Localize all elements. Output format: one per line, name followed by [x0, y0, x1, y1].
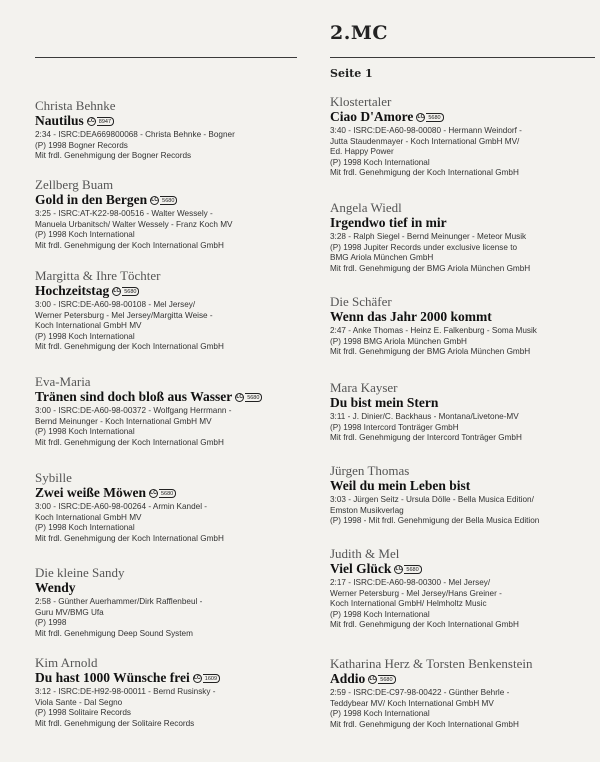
track-title-row: [330, 215, 595, 231]
credit-line: (P) 1998 Koch International: [35, 230, 135, 239]
label-code-number: 5680: [160, 196, 177, 205]
credit-line: 3:00 - ISRC:DE-A60-98-00264 - Armin Kandel -: [35, 502, 208, 511]
credit-line: Mit frdl. Genehmigung der Koch International GmbH: [35, 240, 224, 250]
credit-line: (P) 1998 Koch International: [330, 157, 430, 167]
credit-line: Mit frdl. Genehmigung der BMG Ariola München GmbH: [330, 263, 531, 273]
credit-line: Mit frdl. Genehmigung der Bogner Records: [35, 151, 192, 160]
credit-line: Mit frdl. Genehmigung der Intercord Tonträger GmbH: [330, 433, 522, 442]
track-title: Nautilus: [35, 113, 84, 128]
credit-line: Mit frdl. Genehmigung der BMG Ariola München GmbH: [330, 347, 531, 356]
track-title-row: [330, 478, 595, 494]
label-code-badge: [149, 489, 176, 498]
credit-line: 2:17 - ISRC:DE-A60-98-00300 - Mel Jersey/: [330, 578, 491, 587]
credit-line: (P) 1998 BMG Ariola München GmbH: [330, 336, 467, 346]
track-title-row: [35, 670, 297, 686]
credit-line: 3:25 - ISRC:AT-K22-98-00516 - Walter Wessely -: [35, 209, 213, 218]
track-title-row: [35, 113, 297, 129]
track-title-row: [35, 485, 297, 501]
track-credits: [35, 130, 297, 162]
label-code-number: 5680: [122, 287, 139, 296]
track-credits: [330, 412, 595, 444]
credit-line: 3:00 - ISRC:DE-A60-98-00108 - Mel Jersey/: [35, 300, 196, 309]
credit-line: 2:59 - ISRC:DE-C97-98-00422 - Günther Behrle -: [330, 688, 510, 697]
credit-line: 2:47 - Anke Thomas - Heinz E. Falkenburg - Soma Musik: [330, 326, 537, 335]
label-code-badge: [150, 196, 177, 205]
label-code-icon: LC: [113, 288, 121, 294]
credit-line: Mit frdl. Genehmigung der Koch International GmbH: [330, 719, 519, 729]
track-title: Zwei weiße Möwen: [35, 485, 146, 500]
track-artist: Zellberg Buam: [35, 177, 114, 192]
credit-line: (P) 1998 Bogner Records: [35, 140, 128, 150]
track-artist: Die Schäfer: [330, 294, 392, 309]
credit-line: Mit frdl. Genehmigung der Koch International GmbH: [330, 168, 519, 177]
credit-line: (P) 1998 Koch International: [35, 331, 135, 341]
track-title: Gold in den Bergen: [35, 192, 148, 207]
label-code-badge: [235, 393, 262, 402]
track-title: Weil du mein Leben bist: [330, 478, 471, 493]
track-title: Hochzeitstag: [35, 283, 110, 298]
track-artist: Christa Behnke: [35, 98, 116, 113]
cassette-heading: 2.MC: [330, 22, 388, 44]
track-credits: [330, 232, 595, 274]
credit-line: 3:12 - ISRC:DE-H92-98-00011 - Bernd Rusinsky -: [35, 687, 216, 696]
track-artist: Die kleine Sandy: [35, 565, 125, 580]
track-credits: [35, 502, 297, 544]
label-code-icon: LC: [236, 394, 244, 400]
credit-line: 3:28 - Ralph Siegel - Bernd Meinunger - Meteor Musik: [330, 232, 527, 241]
credit-line: Mit frdl. Genehmigung Deep Sound System: [35, 628, 193, 638]
track-artist: Margitta & Ihre Töchter: [35, 268, 161, 283]
track-title-row: [35, 389, 297, 405]
track-entry: [35, 177, 297, 251]
track-entry: [330, 294, 595, 358]
credit-line: 3:03 - Jürgen Seitz - Ursula Dölle - Bella Musica Edition/: [330, 495, 534, 504]
credit-line: Koch International GmbH/ Helmholtz Music: [330, 599, 487, 608]
track-title: Wendy: [35, 580, 76, 595]
track-artist: Judith & Mel: [330, 546, 400, 561]
credit-line: (P) 1998 - Mit frdl. Genehmigung der Bella Musica Edition: [330, 516, 540, 525]
track-artist: Eva-Maria: [35, 374, 91, 389]
track-title-row: [35, 283, 297, 299]
credit-line: Emston Musikverlag: [330, 505, 404, 515]
credit-line: 2:58 - Günther Auerhammer/Dirk Rafflenbeul -: [35, 597, 203, 606]
track-artist: Katharina Herz & Torsten Benkenstein: [330, 656, 533, 671]
track-entry: [35, 98, 297, 162]
track-title-row: [35, 192, 297, 208]
credit-line: Koch International GmbH MV: [35, 512, 142, 522]
label-code-badge: [87, 117, 114, 126]
side-label: Seite 1: [330, 67, 373, 80]
label-code-number: 5680: [378, 675, 395, 684]
credit-line: (P) 1998 Koch International: [35, 427, 135, 436]
label-code-number: 1609: [203, 674, 220, 683]
label-code-icon: LC: [193, 675, 201, 681]
label-code-number: 5680: [426, 113, 443, 122]
track-entry: [35, 268, 297, 353]
track-title: Addio: [330, 671, 366, 686]
label-code-icon: LC: [150, 490, 157, 496]
credit-line: Mit frdl. Genehmigung der Koch International GmbH: [35, 533, 224, 543]
label-code-number: 8947: [97, 117, 114, 126]
credit-line: Jutta Staudenmayer - Koch International GmbH MV/: [330, 136, 520, 146]
track-artist: Klostertaler: [330, 94, 392, 109]
credit-line: BMG Ariola München GmbH: [330, 253, 434, 262]
track-title: Du bist mein Stern: [330, 395, 439, 410]
label-code-badge: [394, 565, 421, 574]
track-title: Du hast 1000 Wünsche frei: [35, 670, 190, 685]
credit-line: (P) 1998 Solitaire Records: [35, 708, 132, 717]
credit-line: Ed. Happy Power: [330, 147, 394, 156]
track-entry: [330, 463, 595, 527]
credit-line: 3:40 - ISRC:DE-A60-98-00080 - Hermann Weindorf -: [330, 126, 522, 135]
label-code-badge: [416, 113, 443, 122]
track-artist: Kim Arnold: [35, 655, 98, 670]
track-credits: [330, 578, 595, 631]
credit-line: Mit frdl. Genehmigung der Koch International GmbH: [35, 342, 224, 351]
track-title-row: [330, 395, 595, 411]
credit-line: (P) 1998: [35, 618, 67, 627]
track-entry: [330, 380, 595, 444]
track-entry: [35, 655, 297, 729]
credit-line: Werner Petersburg - Mel Jersey/Margitta Weise -: [35, 310, 213, 320]
track-title: Wenn das Jahr 2000 kommt: [330, 309, 492, 324]
credit-line: Teddybear MV/ Koch International GmbH MV: [330, 698, 494, 708]
track-credits: [330, 688, 595, 730]
credit-line: 2:34 - ISRC:DEA669800068 - Christa Behnke - Bogner: [35, 130, 235, 139]
track-credits: [35, 597, 297, 639]
label-code-badge: [112, 287, 139, 296]
label-code-icon: LC: [369, 676, 377, 682]
label-code-number: 5680: [404, 565, 421, 574]
track-credits: [35, 209, 297, 251]
credit-line: (P) 1998 Koch International: [35, 523, 135, 532]
track-credits: [330, 126, 595, 179]
track-artist: Angela Wiedl: [330, 200, 402, 215]
track-title: Irgendwo tief in mir: [330, 215, 447, 230]
credit-line: Bernd Meinunger - Koch International GmbH MV: [35, 416, 212, 426]
credit-line: Manuela Urbanitsch/ Walter Wessely - Franz Koch MV: [35, 219, 233, 229]
label-code-icon: LC: [87, 118, 95, 124]
credit-line: Mit frdl. Genehmigung der Koch International GmbH: [35, 437, 224, 447]
credit-line: 3:00 - ISRC:DE-A60-98-00372 - Wolfgang Herrmann -: [35, 406, 232, 415]
track-artist: Sybille: [35, 470, 72, 485]
label-code-icon: LC: [151, 197, 158, 203]
track-title: Tränen sind doch bloß aus Wasser: [35, 389, 233, 404]
right-divider-line: [330, 57, 595, 58]
credit-line: 3:11 - J. Dinier/C. Backhaus - Montana/Livetone-MV: [330, 412, 519, 421]
credit-line: (P) 1998 Intercord Tonträger GmbH: [330, 422, 459, 432]
track-entry: [35, 470, 297, 544]
left-divider-line: [35, 57, 297, 58]
credit-line: Werner Petersburg - Mel Jersey/Hans Greiner -: [330, 588, 502, 598]
track-entry: [330, 94, 595, 179]
track-title: Ciao D'Amore: [330, 109, 414, 124]
track-entry: [330, 200, 595, 274]
track-title-row: [330, 671, 595, 687]
label-code-number: 5680: [159, 489, 176, 498]
label-code-icon: LC: [395, 566, 403, 572]
track-artist: Mara Kayser: [330, 380, 398, 395]
credit-line: Viola Sante - Dal Segno: [35, 697, 123, 707]
label-code-number: 5680: [245, 393, 262, 402]
track-credits: [35, 687, 297, 729]
credit-line: Mit frdl. Genehmigung der Solitaire Records: [35, 718, 195, 728]
credit-line: (P) 1998 Koch International: [330, 609, 430, 619]
label-code-badge: [368, 675, 395, 684]
track-artist: Jürgen Thomas: [330, 463, 410, 478]
track-entry: [330, 546, 595, 631]
track-title-row: [35, 580, 297, 596]
credit-line: Guru MV/BMG Ufa: [35, 607, 104, 617]
credit-line: Koch International GmbH MV: [35, 321, 142, 330]
track-credits: [330, 495, 595, 527]
track-entry: [35, 565, 297, 639]
label-code-badge: [193, 674, 220, 683]
track-entry: [330, 656, 595, 730]
track-title-row: [330, 309, 595, 325]
track-title-row: [330, 561, 595, 577]
track-credits: [330, 326, 595, 358]
credit-line: Mit frdl. Genehmigung der Koch International GmbH: [330, 620, 519, 629]
track-credits: [35, 406, 297, 448]
track-credits: [35, 300, 297, 353]
track-entry: [35, 374, 297, 448]
credit-line: (P) 1998 Koch International: [330, 709, 430, 718]
label-code-icon: LC: [417, 114, 425, 120]
credit-line: (P) 1998 Jupiter Records under exclusive license to: [330, 242, 518, 252]
track-title-row: [330, 109, 595, 125]
track-title: Viel Glück: [330, 561, 392, 576]
